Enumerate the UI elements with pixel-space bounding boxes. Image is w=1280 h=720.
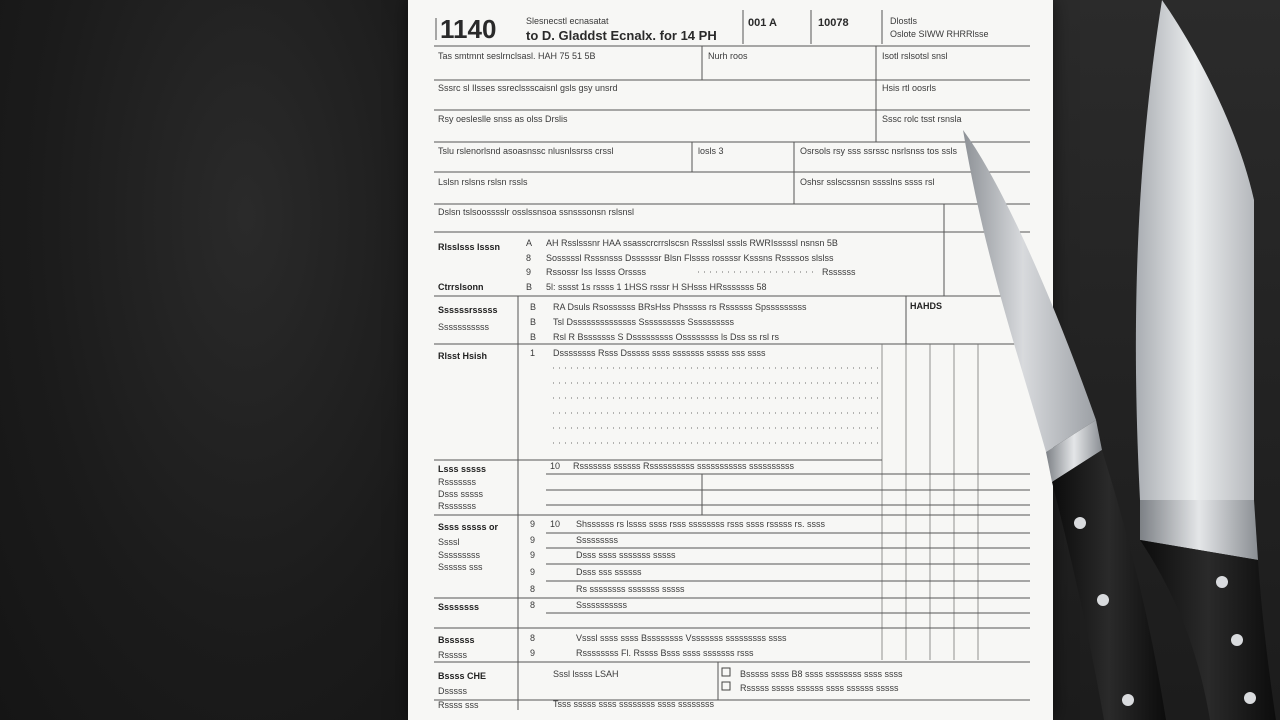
row4-mid: losls 3: [698, 146, 724, 156]
row3-right: Sssc rolc tsst rsnsla: [882, 114, 962, 124]
sec7-line2: Rssssssss Fl. Rssss Bsss ssss sssssss rsss: [576, 648, 754, 658]
row5-right: Oshsr sslscssnsn sssslns ssss rsl: [800, 177, 935, 187]
sec1-label: Rlsslsss lsssn: [438, 242, 501, 252]
tax-form-drawing: [408, 0, 1053, 720]
sec1-line4: 5l: sssst 1s rssss 1 1HSS rsssr H SHsss HRsssssss 58: [546, 282, 767, 292]
sec1-sublabel: Ctrrslsonn: [438, 282, 484, 292]
sec7-label: Bssssss: [438, 635, 475, 645]
sec1-num-b: 8: [526, 253, 532, 263]
sec1-num-c: 9: [526, 267, 532, 277]
header-right-top: Dlostls: [890, 16, 918, 26]
row4-right: Osrsols rsy sss ssrssc nsrlsnss tos ssls: [800, 146, 958, 156]
sec5-line4: Dsss sss ssssss: [576, 567, 642, 577]
sec5-sub2: Sssssssss: [438, 550, 481, 560]
sec2-label2: Sssssssssss: [438, 322, 490, 332]
sec1-num-a: A: [526, 238, 533, 248]
sec5-num-d: 9: [530, 567, 536, 577]
sec1-line3b: Rssssss: [822, 267, 856, 277]
sec4-line1: Rsssssss ssssss Rssssssssss sssssssssss ssssssssss: [573, 461, 795, 471]
sec5-num-a2: 10: [550, 519, 561, 529]
sec4-sub1: Rsssssss: [438, 477, 476, 487]
sec2-line2: Tsl Dssssssssssssss Ssssssssss Ssssssssss: [553, 317, 735, 327]
sec5-num-e: 8: [530, 584, 536, 594]
sec6-num: 8: [530, 600, 536, 610]
sec5-label: Ssss sssss or: [438, 522, 499, 532]
sec5-line3: Dsss ssss sssssss sssss: [576, 550, 676, 560]
sec5-sub3: Ssssss sss: [438, 562, 483, 572]
sec8-sub1: Dsssss: [438, 686, 467, 696]
sec2-label: Ssssssrsssss: [438, 305, 498, 315]
row1-right: Isotl rslsotsl snsl: [882, 51, 948, 61]
row2-left: Sssrc sl Ilsses ssreclssscaisnl gsls gsy unsrd: [438, 83, 618, 93]
tax-form-paper: [408, 0, 1053, 720]
sec5-num-c: 9: [530, 550, 536, 560]
year-box: 001 A: [748, 17, 777, 29]
sec5-line1: Shssssss rs lssss ssss rsss ssssssss rsss ssss rsssss rs. ssss: [576, 519, 825, 529]
sec1-num-d: B: [526, 282, 533, 292]
sec2-num-a: B: [530, 302, 537, 312]
row3-left: Rsy oesleslle snss as olss Drslis: [438, 114, 568, 124]
sec8-line4: Tsss sssss ssss ssssssss ssss ssssssss: [553, 699, 715, 709]
sec8-line1: Sssl lssss LSAH: [553, 669, 619, 679]
sec5-num-a: 9: [530, 519, 536, 529]
sec2-line1: RA Dsuls Rsossssss BRsHss Phsssss rs Rssssss Spsssssssss: [553, 302, 807, 312]
row2-right: Hsis rtl oosrls: [882, 83, 937, 93]
table-surface-left: [0, 0, 410, 720]
sec3-num: 1: [530, 348, 536, 358]
sec7-line1: Vsssl ssss ssss Bssssssss Vsssssss sssssssss ssss: [576, 633, 787, 643]
sec8-checkbox-1: [722, 668, 730, 676]
sec6-label: Ssssssss: [438, 602, 480, 612]
sec7-num-a: 8: [530, 633, 536, 643]
sec4-sub2: Dsss sssss: [438, 489, 483, 499]
sec8-line2: Bsssss ssss B8 ssss ssssssss ssss ssss: [740, 669, 903, 679]
sec6-line1: Sssssssssss: [576, 600, 628, 610]
omb-box: 10078: [818, 17, 849, 29]
sec3-line1: Dssssssss Rsss Dsssss ssss sssssss sssss sss ssss: [553, 348, 766, 358]
sec1-line2: Sosssssl Rsssnsss Dssssssr Blsn Flssss rossssr Ksssns Rssssos slslss: [546, 253, 834, 263]
sec8-checkbox-2: [722, 682, 730, 690]
sec5-num-b: 9: [530, 535, 536, 545]
sec4-num: 10: [550, 461, 561, 471]
sec1-line1: AH Rsslsssnr HAA ssasscrcrrslscsn Rssslssl sssls RWRIsssssl nsnsn 5B: [546, 238, 838, 248]
form-title: to D. Gladdst Ecnalx. for 14 PH: [526, 28, 717, 43]
sec7-num-b: 9: [530, 648, 536, 658]
sec4-label: Lsss sssss: [438, 464, 487, 474]
row5-left: Lslsn rslsns rslsn rssls: [438, 177, 528, 187]
sec5-sub1: Ssssl: [438, 537, 460, 547]
sec4-sub3: Rsssssss: [438, 501, 476, 511]
row1-left: Tas smtmnt seslrnclsasl. HAH 75 51 5B: [438, 51, 596, 61]
sec3-label: Rlsst Hsish: [438, 351, 488, 361]
form-header-small: Slesnecstl ecnasatat: [526, 16, 609, 26]
sec8-line3: Rsssss sssss ssssss ssss ssssss sssss: [740, 683, 899, 693]
sec7-sub: Rsssss: [438, 650, 467, 660]
row1-mid: Nurh roos: [708, 51, 748, 61]
sec2-num-b: B: [530, 317, 537, 327]
row6-left: Dslsn tslsoosssslr osslssnsoa ssnsssonsn rslsnsl: [438, 207, 635, 217]
sec2-line3: Rsl R Bsssssss S Dsssssssss Ossssssss ls Dss ss rsl rs: [553, 332, 780, 342]
sec5-line2: Sssssssss: [576, 535, 619, 545]
table-surface-right: [1052, 0, 1280, 720]
form-number: 1140: [440, 14, 497, 44]
sec2-num-c: B: [530, 332, 537, 342]
header-right-sub: Oslote SIWW RHRRlsse: [890, 29, 989, 39]
sec8-sub2: Rssss sss: [438, 700, 479, 710]
sec2-box: HAHDS: [910, 301, 943, 311]
row4-left: Tslu rslenorlsnd asoasnssc nlusnlssrss crssl: [438, 146, 614, 156]
sec8-label: Bssss CHE: [438, 671, 487, 681]
sec1-line3: Rssossr Iss Issss Orssss: [546, 267, 647, 277]
sec5-line5: Rs ssssssss sssssss sssss: [576, 584, 685, 594]
